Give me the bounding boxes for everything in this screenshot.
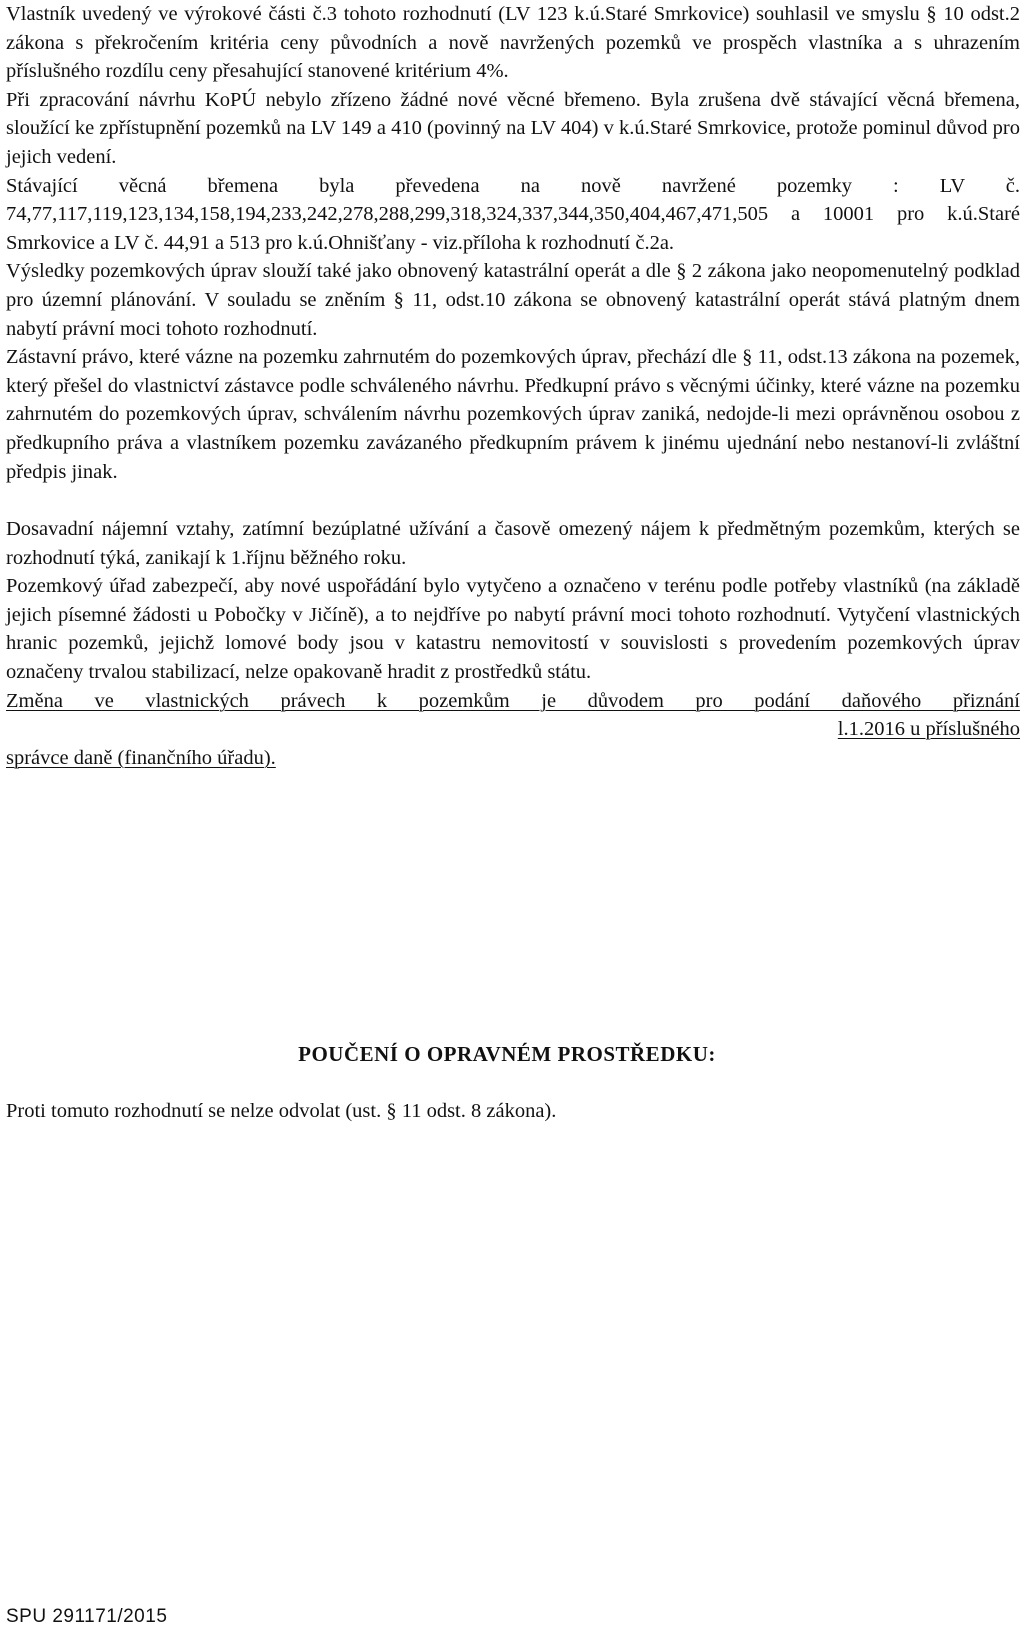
paragraph-price-criterion: Vlastník uvedený ve výrokové části č.3 tohoto rozhodnutí (LV 123 k.ú.Staré Smrkovice) souhlasil ve smyslu § 10 odst.2 zákona s překročením kritéria ceny původních a nově navržených pozemků ve prospěch vlastníka a s uhrazením příslušného rozdílu ceny přesahující stanovené kritérium 4%. — [6, 3, 1020, 83]
paragraph-lease-relations: Dosavadní nájemní vztahy, zatímní bezúplatné užívání a časově omezený nájem k předmětným pozemkům, kterých se rozhodnutí týká, zanikají k 1.říjnu běžného roku. — [6, 518, 1020, 569]
footer-reference: SPU 291171/2015 — [6, 1606, 168, 1627]
paragraph-lien-rights: Zástavní právo, které vázne na pozemku zahrnutém do pozemkových úprav, přechází dle § 11, odst.13 zákona na pozemek, který přešel do vlastnictví zástavce podle schváleného návrhu. Předkupní právo s věcnými účinky, které vázne na pozemku zahrnutém do pozemkových úprav, schválením návrhu pozemkových úprav zaniká, nedojde-li mezi oprávněnou osobou z předkupního práva a vlastníkem pozemku zavázaného předkupním právem k jinému ujednání nebo nestanoví-li zvláštní předpis jinak. — [6, 346, 1020, 483]
tax-notice-line2: l.1.2016 u příslušného — [837, 718, 1020, 741]
paragraph-land-office: Pozemkový úřad zabezpečí, aby nové uspořádání bylo vytyčeno a označeno v terénu podle potřeby vlastníků (na základě jejich písemné žádosti u Pobočky v Jičíně), a to nejdříve po nabytí právní moci tohoto rozhodnutí. Vytyčení vlastnických hranic pozemků, jejichž lomové body jsou v katastru nemovitostí v souvislosti s provedením pozemkových úprav označeny trvalou stabilizací, nelze opakovaně hradit z prostředků státu. — [6, 575, 1020, 684]
remedy-text: Proti tomuto rozhodnutí se nelze odvolat (ust. § 11 odst. 8 zákona). — [6, 1100, 557, 1122]
paragraph-easements: Při zpracování návrhu KoPÚ nebylo zřízeno žádné nové věcné břemeno. Byla zrušena dvě stávající věcná břemena, sloužící ke zpřístupnění pozemků na LV 149 a 410 (povinný na LV 404) v k.ú.Staré Smrkovice, protože pominul důvod pro jejich vedení. — [6, 88, 1020, 168]
paragraph-cadastral-operate: Výsledky pozemkových úprav slouží také jako obnovený katastrální operát a dle § 2 zákona jako neopomenutelný podklad pro územní plánování. V souladu se zněním § 11, odst.10 zákona se obnovený katastrální operát stává platným dnem nabytí právní moci tohoto rozhodnutí. — [6, 260, 1020, 340]
remedy-heading: POUČENÍ O OPRAVNÉM PROSTŘEDKU: — [298, 1042, 716, 1066]
paragraph-transferred-easements: Stávající věcná břemena byla převedena na nově navržené pozemky : LV č. 74,77,117,119,123,134,158,194,233,242,278,288,299,318,324,337,344,350,404,467,471,505 a 10001 pro k.ú.Staré Smrkovice a LV č. 44,91 a 513 pro k.ú.Ohnišťany - viz.příloha k rozhodnutí č.2a. — [6, 174, 1020, 254]
tax-notice-line1: Změna ve vlastnických právech k pozemkům je důvodem pro podání daňového přiznání — [6, 689, 1020, 712]
tax-notice-line3: správce daně (finančního úřadu). — [6, 746, 276, 769]
document-page — [6, 0, 1020, 772]
tax-notice — [6, 687, 1020, 773]
